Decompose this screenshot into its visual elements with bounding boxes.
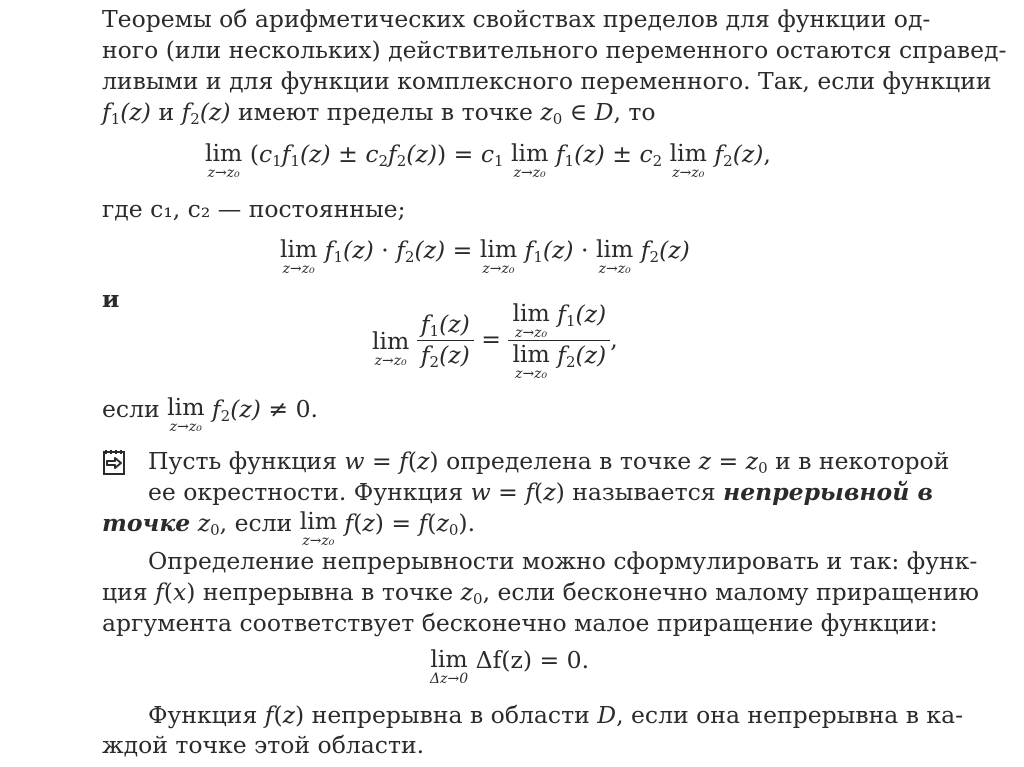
domain-text-a: Функция [148,701,265,729]
definition-text-d: ее окрестности. Функция [148,478,471,506]
nonzero-condition: если lim z→z₀ $f_2(z) \ne 0$. [102,393,319,435]
arrow-into-box-icon [100,448,128,478]
paragraph1-and: и [150,98,182,126]
definition-text-a: Пусть функция [148,447,345,475]
continuity-line2: ция f(x) непрерывна в точке $z_0$, если бесконечно малому приращению [102,578,979,608]
formula-quotient-limit: lim z→z₀ $\frac{f_1(z)}{f_2(z)}$ = lim z→z₀ $f_1(z)$ lim z→z₀ $f_2(z)$ , [372,299,618,382]
paragraph1-line4: $f_1(z)$ и $f_2(z)$ имеют пределы в точке $z_0$ ∈ D, то [102,98,656,128]
formula-increment-limit: lim Δz→0 Δf(z) = 0. [430,645,590,687]
domain-text-b: непрерывна в области [304,701,598,729]
continuity-text-a: ция [102,578,156,606]
constants-line: где c₁, c₂ — постоянные; [102,195,406,223]
formula-sum-limit: lim z→z₀ $(c_1f_1(z) \pm c_2f_2(z)) = c_1$ lim z→z₀ $f_1(z) \pm c_2$ lim z→z₀ $f_2(z)$, [205,139,771,181]
continuity-text-c: , если бесконечно малому приращению [482,578,979,606]
lim-word: lim [205,139,243,167]
increment-formula-body: Δf(z) = 0. [475,646,590,674]
term-at-point: точке [102,509,191,537]
and-word: и [102,285,120,313]
domain-text-c: , если она непрерывна в ка- [616,701,964,729]
definition-line1: Пусть функция w = f(z) определена в точке $z = z_0$ и в некоторой [148,447,950,477]
if-word: если [102,395,160,423]
paragraph1-line1: Теоремы об арифметических свойствах пределов для функции од- [102,5,931,33]
term-continuous: непрерывной в [723,478,933,506]
paragraph1-have-limits: имеют пределы в точке [230,98,541,126]
domain-line2: ждой точке этой области. [102,731,425,759]
definition-line2: ее окрестности. Функция w = f(z) называется непрерывной в [148,478,933,506]
definition-text-e: называется [564,478,724,506]
definition-text-b: определена в точке [438,447,699,475]
increment-lim-subscript: Δz→0 [430,671,469,687]
continuity-line3: аргумента соответствует бесконечно малое приращение функции: [102,609,938,637]
definition-text-f: , если [219,509,300,537]
lim-subscript: z→z₀ [207,165,240,181]
continuity-text-b: непрерывна в точке [195,578,461,606]
definition-line3: точке $z_0$, если lim z→z₀ $f(z) = f(z_0)$. [102,507,476,549]
nonzero-tail: ≠ 0. [268,395,319,423]
continuity-line1: Определение непрерывности можно сформулировать и так: функ- [148,547,978,575]
formula-product-limit: lim z→z₀ $f_1(z) \cdot f_2(z)$ = lim z→z₀ $f_1(z)$ · lim z→z₀ $f_2(z)$ [280,235,690,277]
paragraph1-then: , то [613,98,656,126]
definition-text-c: и в некоторой [767,447,950,475]
domain-line1: Функция f(z) непрерывна в области D, если она непрерывна в ка- [148,701,964,729]
paragraph1-line3: ливыми и для функции комплексного переменного. Так, если функции [102,67,992,95]
paragraph1-line2: ного (или нескольких) действительного переменного остаются справед- [102,36,1007,64]
